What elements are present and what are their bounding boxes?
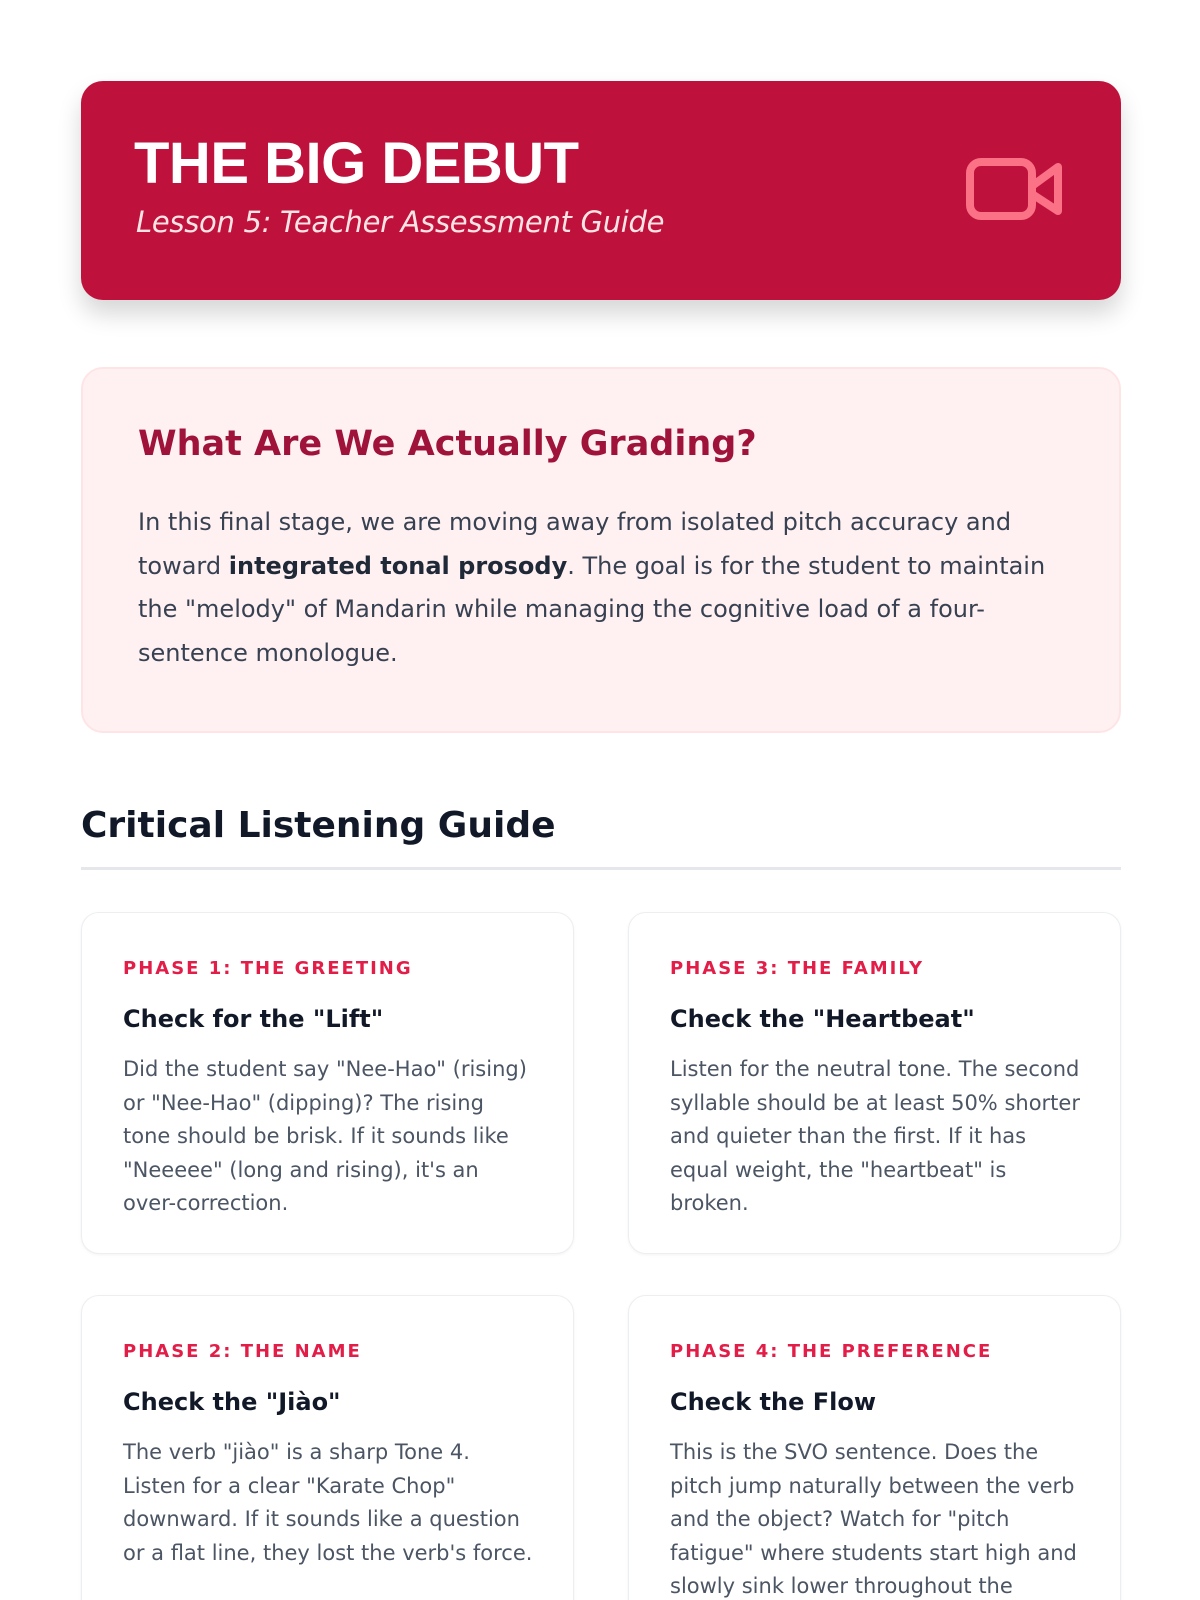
grading-intro-callout (81, 367, 1121, 733)
card-text: The verb "jiào" is a sharp Tone 4. Listen for a clear "Karate Chop" downward. If it sounds like a question or a flat line, they lost the verb's force. (123, 1440, 533, 1565)
lesson-subtitle: Lesson 5: Teacher Assessment Guide (136, 205, 665, 239)
card-phase-label: PHASE 1: THE GREETING (123, 958, 413, 979)
section-title: Critical Listening Guide (81, 805, 556, 846)
card-phase-label: PHASE 3: THE FAMILY (670, 958, 925, 979)
card-phase-label: PHASE 2: THE NAME (123, 1341, 362, 1362)
card-title: Check for the "Lift" (123, 1005, 384, 1033)
intro-paragraph (138, 501, 1058, 675)
lesson-title: THE BIG DEBUT (134, 131, 579, 196)
card-phase-label: PHASE 4: THE PREFERENCE (670, 1341, 993, 1362)
card-title: Check the "Jiào" (123, 1388, 341, 1416)
phase-card-family (628, 912, 1121, 1254)
intro-heading: What Are We Actually Grading? (138, 424, 757, 464)
card-title: Check the "Heartbeat" (670, 1005, 975, 1033)
card-text: Did the student say "Nee-Hao" (rising) or "Nee-Hao" (dipping)? The rising tone should be brisk. If it sounds like "Neeeee" (long and rising), it's an over-correction. (123, 1057, 527, 1215)
card-text: Listen for the neutral tone. The second syllable should be at least 50% shorter and quieter than the first. If it has equal weight, the "heartbeat" is broken. (670, 1057, 1080, 1215)
card-title: Check the Flow (670, 1388, 876, 1416)
intro-text-start: In this final stage, we are moving away from isolated pitch accuracy and toward (138, 508, 1012, 580)
section-divider (81, 867, 1121, 870)
phase-card-greeting (81, 912, 574, 1254)
intro-text-emphasis: integrated tonal prosody (228, 551, 568, 580)
lesson-header (81, 81, 1121, 300)
card-text: This is the SVO sentence. Does the pitch jump naturally between the verb and the object? Watch for "pitch fatigue" where students start high and slowly sink lower throughout the (670, 1440, 1077, 1598)
phase-card-preference (628, 1295, 1121, 1600)
intro-text-end: . The goal is for the student to maintain the "melody" of Mandarin while managing the cognitive load of a four-sentence monologue. (138, 551, 1046, 667)
phase-card-name (81, 1295, 574, 1600)
video-camera-icon (965, 156, 1065, 226)
